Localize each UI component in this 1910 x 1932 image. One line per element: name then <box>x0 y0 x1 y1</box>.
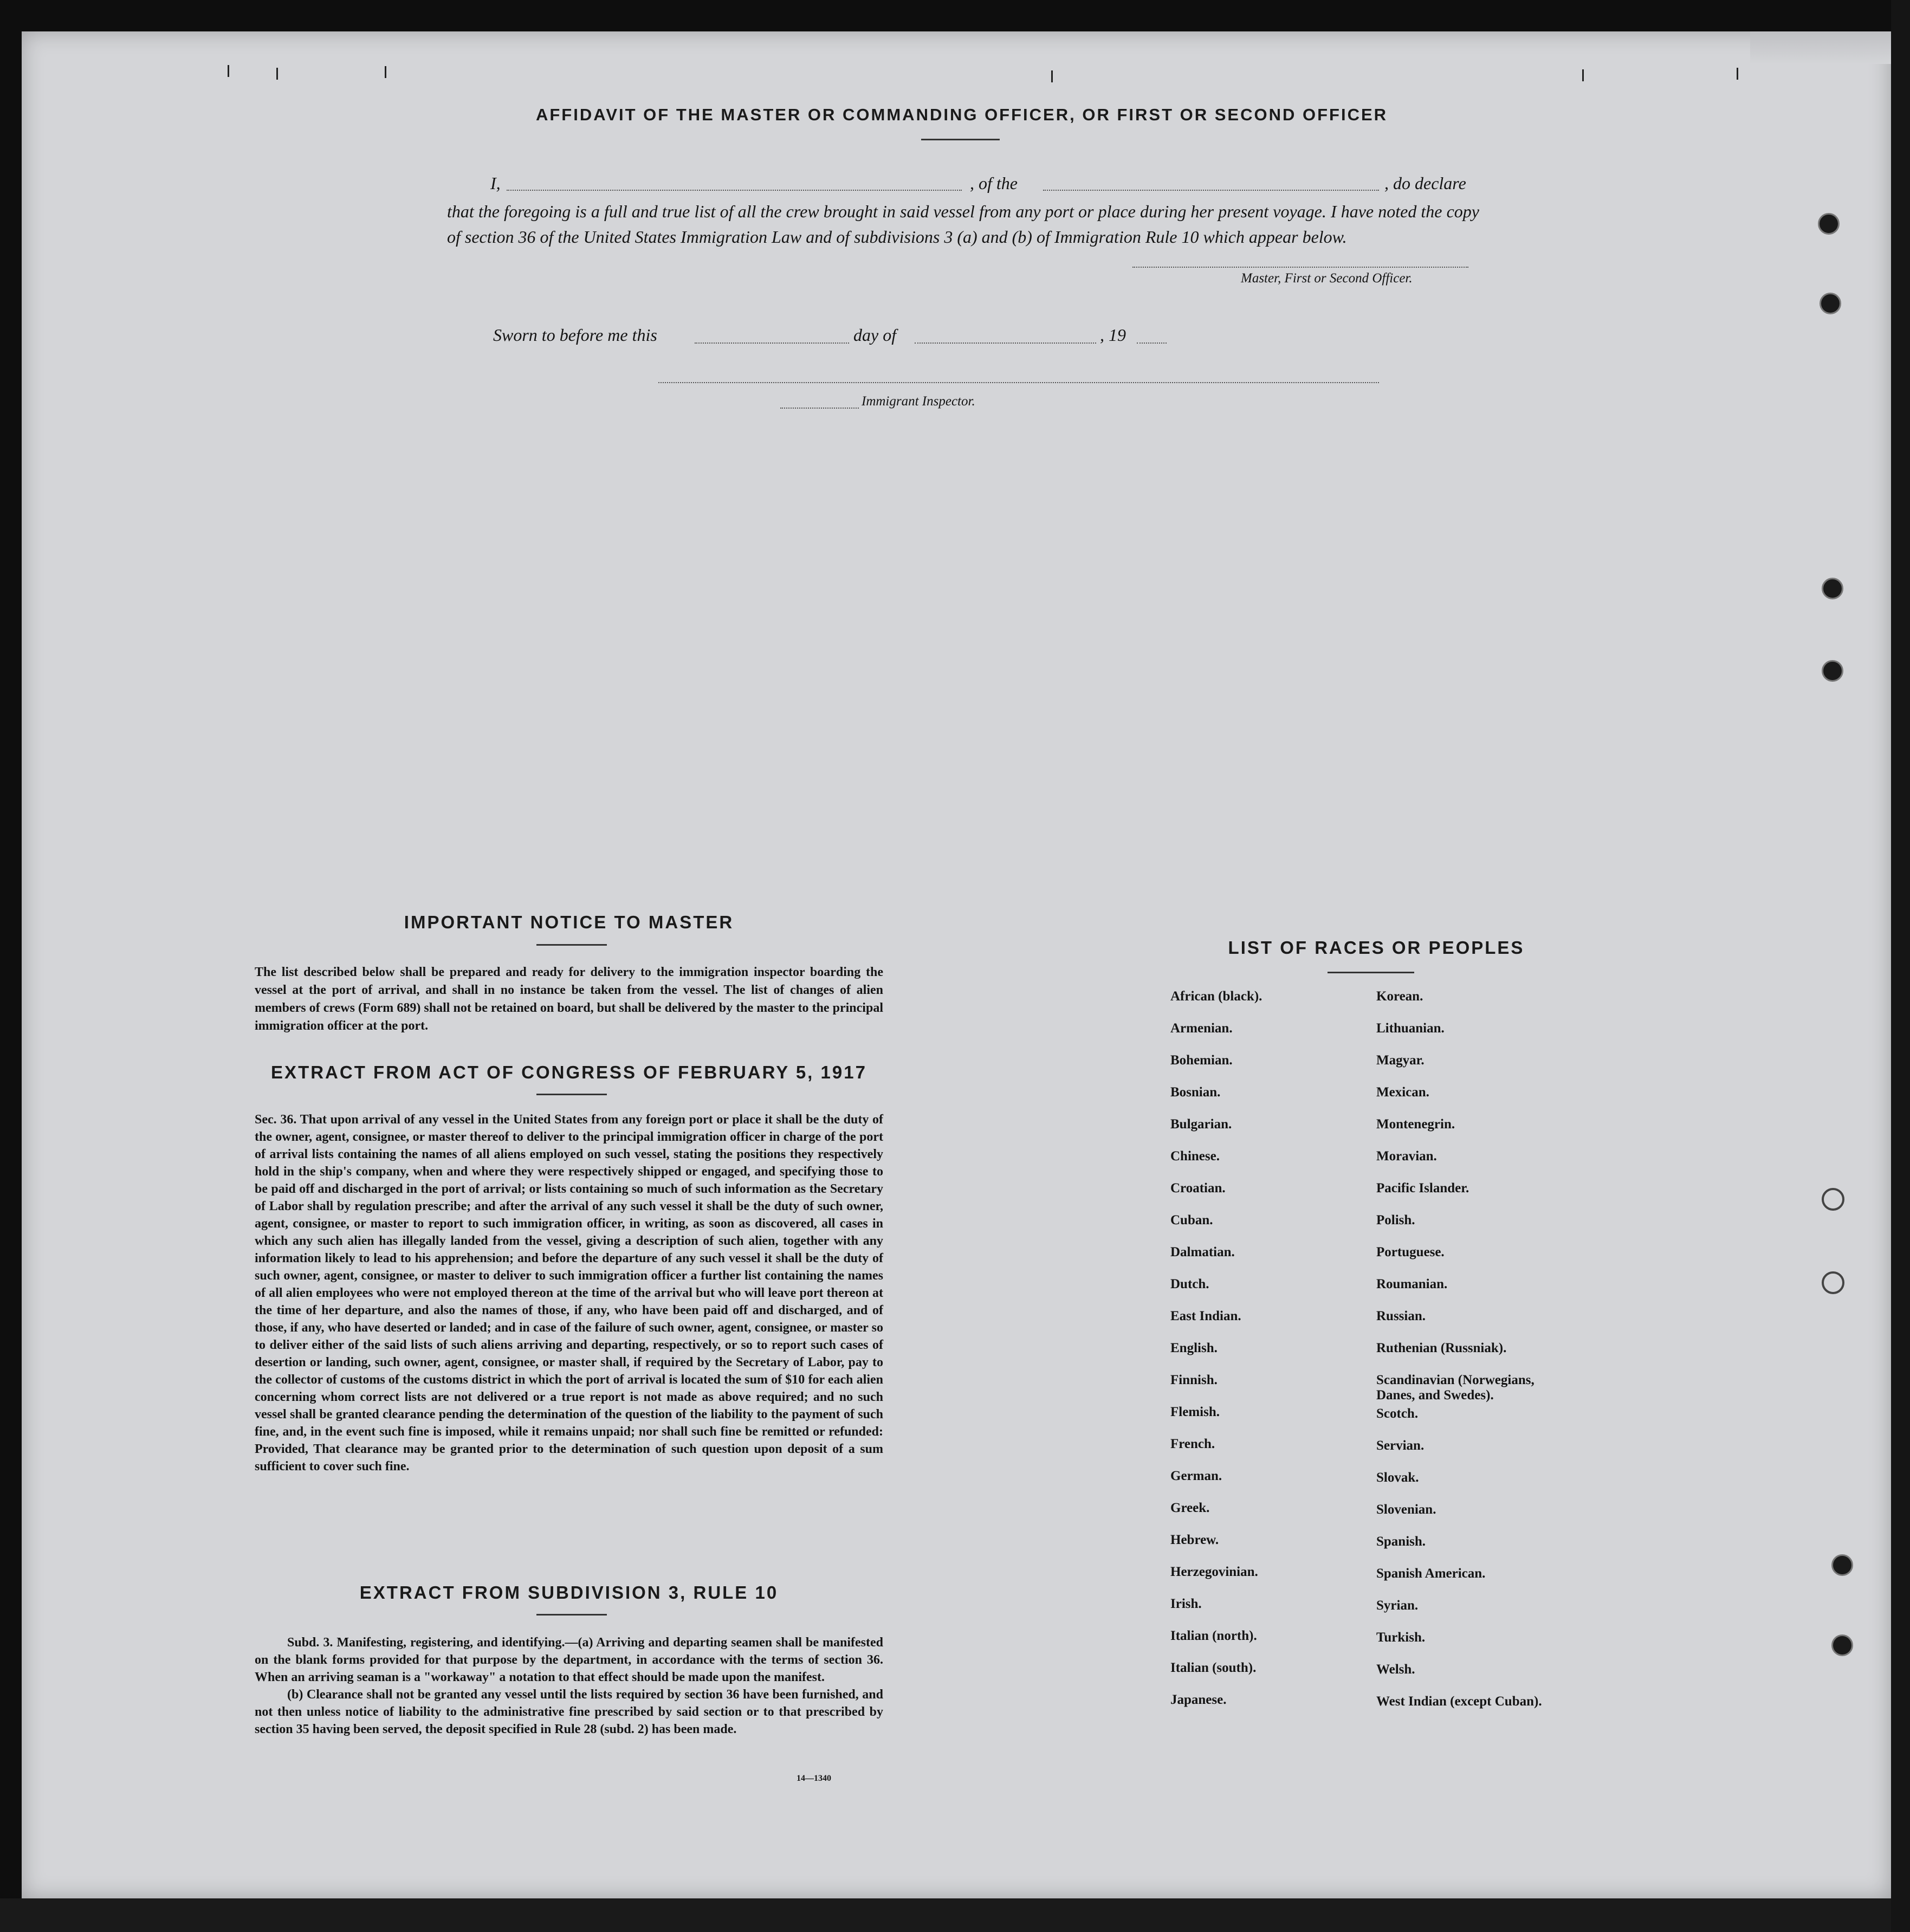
rule-paragraph-b: (b) Clearance shall not be granted any vessel until the lists required by section 36 have been furnished, and not then unless notice of liability to the administrative fine prescribed by said section or to that prescribed by section 35 having been served, the deposit specified in Rule 28 (subd. 2) has been made. <box>255 1688 883 1736</box>
race-item-left: East Indian. <box>1170 1309 1241 1323</box>
race-item-left: Bosnian. <box>1170 1085 1221 1100</box>
form-number: 14—1340 <box>797 1774 831 1783</box>
binder-hole-icon <box>1831 1554 1853 1576</box>
race-item-right: Spanish American. <box>1376 1566 1486 1581</box>
rule-paragraph-a: Subd. 3. Manifesting, registering, and identifying.—(a) Arriving and departing seamen shall be manifested on the blank forms provided for that purpose by the department, in accordance with the terms of section 36. When an arriving seaman is a "workaway" a notation to that effect should be made upon the manifest. <box>255 1636 883 1684</box>
race-item-left: Dutch. <box>1170 1277 1209 1291</box>
races-divider <box>1328 972 1414 973</box>
master-signature-field[interactable] <box>1132 267 1468 268</box>
race-item-left: German. <box>1170 1469 1222 1483</box>
race-item-left: Italian (north). <box>1170 1629 1257 1643</box>
race-item-right: Mexican. <box>1376 1085 1429 1100</box>
race-item-right: Portuguese. <box>1376 1245 1445 1259</box>
race-item-right: Russian. <box>1376 1309 1426 1323</box>
races-list-title: LIST OF RACES OR PEOPLES <box>1228 938 1525 958</box>
rule-divider <box>536 1614 607 1616</box>
race-item-left: Croatian. <box>1170 1181 1226 1196</box>
race-item-left: English. <box>1170 1341 1218 1355</box>
master-signature-label: Master, First or Second Officer. <box>1241 271 1413 286</box>
race-item-left: Cuban. <box>1170 1213 1213 1227</box>
race-item-right: West Indian (except Cuban). <box>1376 1694 1542 1709</box>
declarant-name-field[interactable] <box>507 190 962 191</box>
bleed-mark <box>228 65 229 77</box>
race-item-right: Slovak. <box>1376 1470 1419 1485</box>
bleed-mark <box>1051 70 1053 82</box>
race-item-right: Servian. <box>1376 1438 1425 1453</box>
race-item-left: Italian (south). <box>1170 1660 1257 1675</box>
race-item-left: Greek. <box>1170 1501 1210 1515</box>
race-item-right: Lithuanian. <box>1376 1021 1445 1036</box>
sworn-year-field[interactable] <box>1137 343 1167 344</box>
binder-hole-icon <box>1820 293 1841 314</box>
binder-hole-icon <box>1822 578 1843 599</box>
vessel-name-field[interactable] <box>1043 190 1379 191</box>
rule-extract-title: EXTRACT FROM SUBDIVISION 3, RULE 10 <box>359 1582 779 1603</box>
inspector-signature-field[interactable] <box>658 382 1379 383</box>
scan-border-bottom <box>0 1898 1910 1932</box>
scan-border-right <box>1891 0 1910 1932</box>
folded-corner <box>1750 31 1891 64</box>
act-divider <box>536 1094 607 1095</box>
bleed-mark <box>385 66 386 78</box>
race-item-right: Slovenian. <box>1376 1502 1436 1517</box>
sworn-month-field[interactable] <box>915 343 1096 344</box>
affidavit-title: AFFIDAVIT OF THE MASTER OR COMMANDING OFFICER, OR FIRST OR SECOND OFFICER <box>535 105 1388 124</box>
day-of-label: day of <box>853 325 897 345</box>
binder-hole-icon <box>1822 660 1843 682</box>
race-item-right: Moravian. <box>1376 1149 1437 1164</box>
race-item-left: Bohemian. <box>1170 1053 1233 1068</box>
affidavit-of-the-label: , of the <box>970 173 1018 193</box>
binder-hole-ring-icon <box>1822 1271 1844 1294</box>
race-item-right: Montenegrin. <box>1376 1117 1455 1132</box>
race-item-right: Spanish. <box>1376 1534 1426 1549</box>
affidavit-declarant-label: I, <box>490 173 501 193</box>
race-item-left: African (black). <box>1170 989 1262 1004</box>
race-item-left: Armenian. <box>1170 1021 1233 1036</box>
race-item-left: Dalmatian. <box>1170 1245 1235 1259</box>
race-item-right: Scotch. <box>1376 1406 1419 1421</box>
inspector-name-field[interactable] <box>780 408 859 409</box>
race-item-right: Korean. <box>1376 989 1423 1004</box>
bleed-mark <box>1737 68 1738 80</box>
race-item-right: Ruthenian (Russniak). <box>1376 1341 1507 1355</box>
race-item-right: Roumanian. <box>1376 1277 1448 1291</box>
race-item-right: Scandinavian (Norwegians, Danes, and Swedes). <box>1376 1373 1535 1403</box>
binder-hole-ring-icon <box>1822 1188 1844 1211</box>
bleed-mark <box>276 68 278 80</box>
notice-body: The list described below shall be prepared and ready for delivery to the immigration inspector boarding the vessel at the port of arrival, and shall in no instance be taken from the vessel. The list of changes of alien members of crews (Form 689) shall not be retained on board, but shall be delivered by the master to the principal immigration officer at the port. <box>255 965 883 1033</box>
sworn-label: Sworn to before me this <box>493 325 657 345</box>
rule-extract-body <box>255 1634 883 1738</box>
year-label: , 19 <box>1100 325 1126 345</box>
notice-divider <box>536 944 607 946</box>
race-item-right: Pacific Islander. <box>1376 1181 1469 1196</box>
notice-title: IMPORTANT NOTICE TO MASTER <box>404 912 734 932</box>
affidavit-declare-label: , do declare <box>1384 173 1466 193</box>
binder-hole-icon <box>1818 213 1840 235</box>
race-item-right: Polish. <box>1376 1213 1415 1227</box>
race-item-right: Magyar. <box>1376 1053 1425 1068</box>
race-item-left: Flemish. <box>1170 1405 1220 1419</box>
bleed-mark <box>1582 69 1584 81</box>
act-extract-title: EXTRACT FROM ACT OF CONGRESS OF FEBRUARY 5, 1917 <box>271 1062 867 1082</box>
race-item-right: Turkish. <box>1376 1630 1426 1645</box>
race-item-left: Finnish. <box>1170 1373 1218 1387</box>
race-item-left: Hebrew. <box>1170 1533 1219 1547</box>
act-extract-body: Sec. 36. That upon arrival of any vessel in the United States from any foreign port or place it shall be the duty of the owner, agent, consignee, or master thereof to deliver to the principal immigration officer in charge of the port of arrival lists containing the names of all aliens employed on such vessel, stating the positions they respectively hold in the ship's company, when and where they were respectively shipped or engaged, and specifying those to be paid off and discharged in the port of arrival; or lists containing so much of such information as the Secretary of Labor shall by regulation prescribe; and after the arrival of any such vessel it shall be the duty of such owner, agent, consignee, or master to report to such immigration officer, in writing, as soon as discovered, all cases in which any such alien has illegally landed from the vessel, giving a description of such alien, together with any information likely to lead to his apprehension; and before the departure of any such vessel it shall be the duty of such owner, agent, consignee, or master to deliver to such immigration officer a further list containing the names of all alien employees who were not employed thereon at the time of the arrival but who will leave port thereon at the time of her departure, and also the names of those, if any, who have been paid off and discharged, and of those, if any, who have deserted or landed; and in case of the failure of such owner, agent, consignee, or master so to deliver either of the said lists of such aliens arriving and departing, respectively, or so to report such cases of desertion or landing, such owner, agent, consignee, or master shall, if required by the Secretary of Labor, pay to the collector of customs of the customs district in which the port of arrival is located the sum of $10 for each alien concerning whom correct lists are not delivered or a true report is not made as above required; and no such vessel shall be granted clearance pending the determination of the question of the liability to the payment of such fine, and, in the event such fine is imposed, while it remains unpaid; nor shall such fine be remitted or refunded: Provided, That clearance may be granted prior to the determination of such question upon deposit of a sum sufficient to cover such fine. <box>255 1113 883 1474</box>
title-divider <box>921 139 1000 140</box>
race-item-left: Japanese. <box>1170 1692 1227 1707</box>
sworn-day-field[interactable] <box>695 343 849 344</box>
race-item-left: Irish. <box>1170 1597 1202 1611</box>
race-item-left: Bulgarian. <box>1170 1117 1232 1132</box>
binder-hole-icon <box>1831 1634 1853 1656</box>
race-item-right: Welsh. <box>1376 1662 1415 1677</box>
race-item-right: Syrian. <box>1376 1598 1419 1613</box>
race-item-left: Chinese. <box>1170 1149 1220 1164</box>
affidavit-body: that the foregoing is a full and true list of all the crew brought in said vessel from any port or place during her present voyage. I have noted the copy of section 36 of the United States Immigration Law and of subdivisions 3 (a) and (b) of Immigration Rule 10 which appear below. <box>447 202 1479 247</box>
race-item-left: Herzegovinian. <box>1170 1565 1258 1579</box>
inspector-label: Immigrant Inspector. <box>862 394 975 409</box>
race-item-left: French. <box>1170 1437 1215 1451</box>
